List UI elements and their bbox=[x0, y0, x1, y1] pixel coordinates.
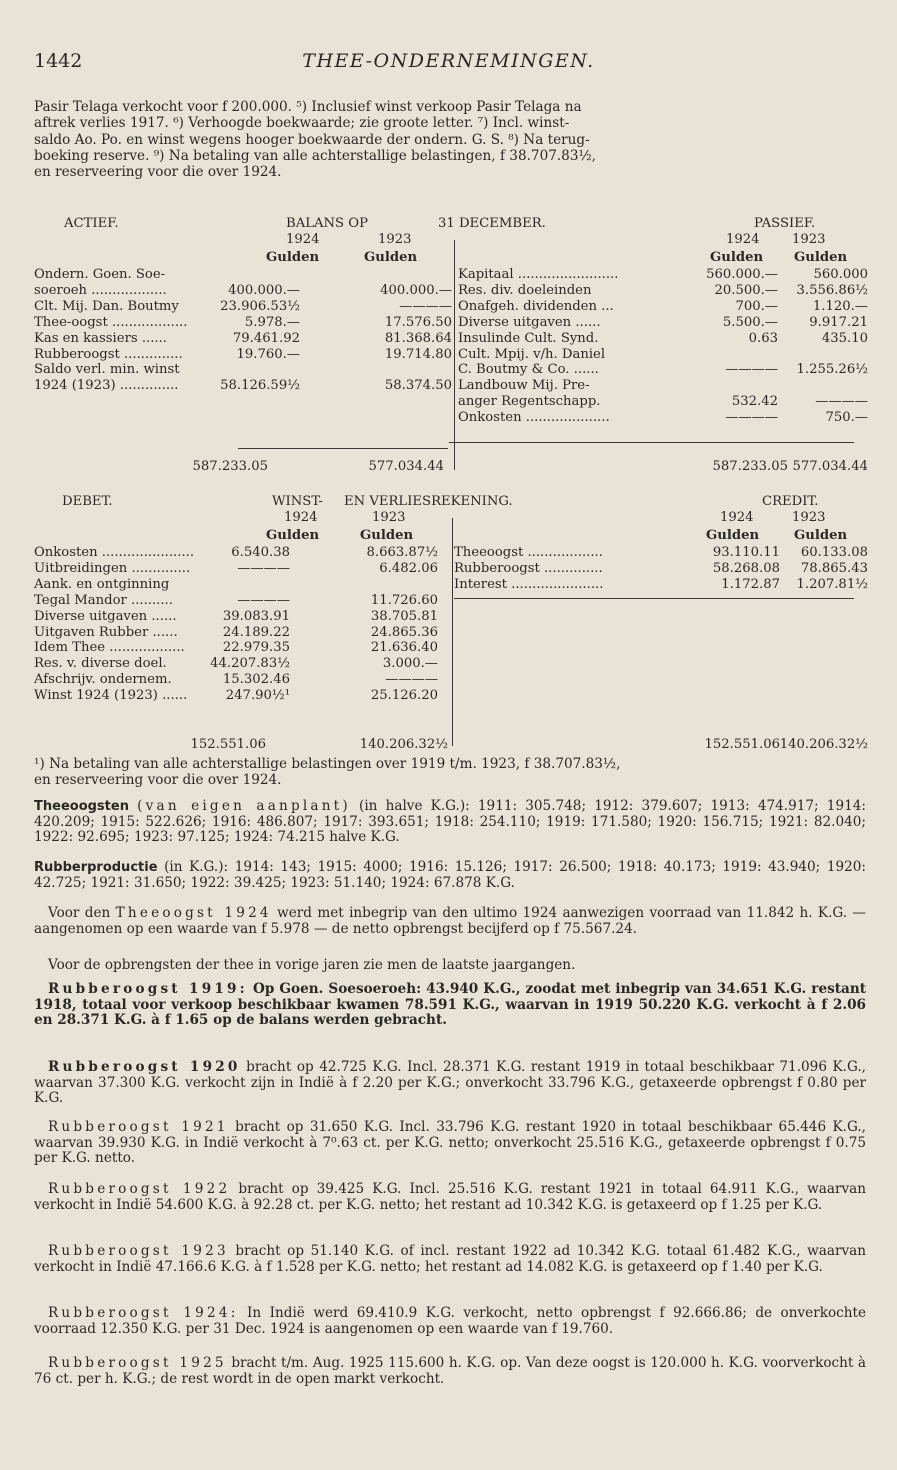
pl-heading-a: WINST- bbox=[272, 494, 323, 509]
pl-heading bbox=[34, 494, 868, 510]
credit-label: Rubberoogst .............. bbox=[454, 560, 603, 576]
passief-row bbox=[34, 362, 868, 378]
debet-value-1923: 25.126.20 bbox=[370, 688, 438, 704]
paragraph-text: bracht op 42.725 K.G. Incl. 28.371 K.G. restant 1919 in totaal beschikbaar 71.096 K.G., waarvan 37.300 K.G. verkocht zijn in Indië à f 2.20 per K.G.; onverkocht 33.796 K.G., getaxeerde opbrengst f 0.80 per K.G. bbox=[34, 1059, 867, 1107]
actief-value-1923: 81.368.64 bbox=[384, 330, 452, 346]
passief-label: Onkosten .................... bbox=[458, 410, 610, 426]
total-actief-1923: 577.034.44 bbox=[368, 459, 444, 474]
passief-row bbox=[34, 315, 868, 331]
paragraph-rubberoogst-1921 bbox=[34, 1120, 866, 1167]
debet-value-1923: 8.663.87½ bbox=[366, 545, 438, 560]
pl-footnote bbox=[34, 757, 866, 788]
passief-value-1924: 532.42 bbox=[731, 394, 778, 410]
actief-value-1923: 58.374.50 bbox=[384, 378, 452, 394]
paragraph-rubberoogst-1922 bbox=[34, 1182, 866, 1213]
passief-row bbox=[34, 299, 868, 315]
actief-label: Ondern. Goen. Soe- bbox=[34, 267, 166, 282]
paragraph-text: bracht op 39.425 K.G. Incl. 25.516 K.G. restant 1921 in totaal 64.911 K.G., waarvan verkocht in Indië 54.600 K.G. à 92.28 ct. per K.G. netto; het restant ad 10.342 K.G. is getaxeerd op f 1.25 per K.G. bbox=[34, 1181, 867, 1213]
passief-row bbox=[34, 347, 868, 363]
footnote-line: Pasir Telaga verkocht voor f 200.000. ⁵) Inclusief winst verkoop Pasir Telaga na bbox=[34, 99, 582, 115]
passief-label: Kapitaal ........................ bbox=[458, 267, 619, 282]
paragraph-rubberoogst-1923 bbox=[34, 1244, 866, 1275]
debet-value-1924: 15.302.46 bbox=[222, 672, 290, 688]
pl-totals bbox=[34, 737, 868, 753]
paragraph-text: Op Goen. Soesoeroeh: 43.940 K.G., zoodat met inbegrip van 34.651 K.G. restant 1918, totaal voor verkoop beschikbaar kwamen 78.591 K.G., waarvan in 1919 50.220 K.G. verkocht à f 2.06 en 28.371 K.G. à f 1.65 op de balans werden gebracht. bbox=[34, 981, 866, 1029]
debet-value-1924: ———— bbox=[237, 560, 290, 576]
credit-value-1923: 1.207.81½ bbox=[796, 576, 868, 592]
debet-value-1923: 21.636.40 bbox=[370, 640, 438, 656]
actief-label: 1924 (1923) .............. bbox=[34, 378, 179, 394]
passief-value-1923: 750.— bbox=[825, 410, 868, 426]
year-1924: 1924 bbox=[720, 510, 754, 525]
unit-label: Gulden bbox=[706, 528, 760, 543]
debet-row bbox=[34, 640, 868, 656]
year-1923: 1923 bbox=[792, 232, 826, 247]
total-actief-1924: 587.233.05 bbox=[192, 459, 268, 474]
passief-value-1923: 435.10 bbox=[821, 330, 868, 346]
spaced-phrase: Rubberoogst 1924: bbox=[48, 1305, 239, 1321]
actief-value-1924: 19.760.— bbox=[236, 346, 300, 362]
paragraph-text: In Indië werd 69.410.9 K.G. verkocht, netto opbrengst f 92.666.86; de onverkochte voorraad 12.350 K.G. per 31 Dec. 1924 is aangenomen op een waarde van f 19.760. bbox=[34, 1305, 867, 1337]
passief-value-1924: ———— bbox=[725, 410, 778, 426]
credit-value-1924: 1.172.87 bbox=[721, 576, 780, 592]
debet-value-1924: 44.207.83½ bbox=[210, 656, 290, 672]
total-credit-1924: 152.551.06 bbox=[704, 737, 780, 752]
passief-label: Onafgeh. dividenden ... bbox=[458, 298, 614, 314]
paragraph-text: bracht op 51.140 K.G. of incl. restant 1922 ad 10.342 K.G. totaal 61.482 K.G., waarvan verkocht in Indië 47.166.6 K.G. à f 1.528 per K.G. netto; het restant ad 14.082 K.G. is getaxeerd op f 1.40 per K.G. bbox=[34, 1243, 867, 1275]
passief-heading: PASSIEF. bbox=[754, 216, 816, 231]
footnote-line: aftrek verlies 1917. ⁶) Verhoogde boekwaarde; zie groote letter. ⁷) Incl. winst- bbox=[34, 115, 570, 132]
paragraph-text: (in K.G.): 1914: 143; 1915: 4000; 1916: 15.126; 1917: 26.500; 1918: 40.173; 1919: 43.940; 1920: 42.725; 1921: 31.650; 1922: 39.425; 1923: 51.140; 1924: 67.878 K.G. bbox=[34, 859, 866, 891]
total-debet-1923: 140.206.32½ bbox=[359, 737, 448, 752]
year-1923: 1923 bbox=[378, 232, 412, 247]
paragraph-text: Voor den bbox=[48, 905, 111, 921]
actief-value-1924: 58.126.59½ bbox=[220, 378, 300, 394]
passief-value-1923: 1.120.— bbox=[812, 298, 868, 314]
debet-value-1924: 22.979.35 bbox=[222, 640, 290, 656]
total-passief-1923: 577.034.44 bbox=[792, 459, 868, 474]
balance-years bbox=[34, 232, 868, 248]
passief-label: Cult. Mpij. v/h. Daniel bbox=[458, 346, 606, 362]
passief-label: anger Regentschapp. bbox=[458, 394, 601, 410]
balance-sheet bbox=[34, 216, 868, 481]
debet-value-1924: ———— bbox=[237, 592, 290, 608]
debet-label: Uitgaven Rubber ...... bbox=[34, 624, 178, 640]
pl-years bbox=[34, 510, 868, 526]
paragraph-text: werd met inbegrip van den ultimo 1924 aanwezigen voorraad van 11.842 h. K.G. — aangenomen op een waarde van f 5.978 — de netto opbrengst becijferd op f 75.567.24. bbox=[34, 905, 867, 937]
unit-label: Gulden bbox=[266, 528, 320, 543]
total-debet-1924: 152.551.06 bbox=[190, 737, 266, 752]
paragraph-rubberoogst-1919 bbox=[34, 982, 866, 1029]
debet-value-1924: 24.189.22 bbox=[222, 624, 290, 640]
footnote-line: ¹) Na betaling van alle achterstallige belastingen over 1919 t/m. 1923, f 38.707.83½, bbox=[34, 756, 621, 772]
actief-heading: ACTIEF. bbox=[64, 216, 119, 231]
actief-value-1923: 19.714.80 bbox=[384, 346, 452, 362]
unit-label: Gulden bbox=[266, 250, 320, 265]
debet-label: Diverse uitgaven ...... bbox=[34, 608, 177, 624]
spaced-phrase: Rubberoogst 1920 bbox=[48, 1059, 241, 1075]
unit-label: Gulden bbox=[794, 528, 848, 543]
credit-label: Interest ...................... bbox=[454, 576, 604, 592]
debet-row bbox=[34, 688, 868, 704]
total-credit-1923: 140.206.32½ bbox=[779, 737, 868, 752]
debet-label: Afschrijv. ondernem. bbox=[34, 672, 172, 688]
paragraph-text: bracht op 31.650 K.G. Incl. 33.796 K.G. restant 1920 in totaal beschikbaar 65.446 K.G., waarvan 39.930 K.G. in Indië verkocht à 7⁰.63 ct. per K.G. netto; onverkocht 25.516 K.G., getaxeerde opbrengst f 0.75 per K.G. netto. bbox=[34, 1119, 867, 1167]
credit-value-1923: 60.133.08 bbox=[800, 545, 868, 560]
passief-value-1924: 20.500.— bbox=[714, 282, 778, 298]
paragraph-rubberoogst-1924 bbox=[34, 1306, 866, 1337]
credit-heading: CREDIT. bbox=[762, 494, 819, 509]
paragraph-theeoogsten bbox=[34, 799, 866, 846]
passief-value-1923: 3.556.86½ bbox=[796, 282, 868, 298]
passief-row bbox=[34, 378, 868, 394]
debet-value-1924: 247.90½¹ bbox=[225, 688, 290, 704]
section-heading: Theeoogsten bbox=[34, 799, 129, 814]
paragraph-rubberoogst-1920 bbox=[34, 1060, 866, 1107]
unit-label: Gulden bbox=[360, 528, 414, 543]
year-1924: 1924 bbox=[726, 232, 760, 247]
total-passief-1924: 587.233.05 bbox=[712, 459, 788, 474]
actief-label: Kas en kassiers ...... bbox=[34, 330, 167, 346]
passief-value-1923: 560.000 bbox=[813, 267, 868, 282]
running-title: THEE-ONDERNEMINGEN. bbox=[302, 50, 595, 72]
passief-label: Res. div. doeleinden bbox=[458, 282, 592, 298]
unit-label: Gulden bbox=[794, 250, 848, 265]
actief-value-1924: 400.000.— bbox=[228, 282, 300, 298]
actief-value-1923: 17.576.50 bbox=[384, 314, 452, 330]
debet-label: Res. v. diverse doel. bbox=[34, 656, 167, 672]
passief-label: C. Boutmy & Co. ...... bbox=[458, 362, 599, 378]
spaced-phrase: Rubberoogst 1919: bbox=[48, 981, 248, 997]
debet-value-1923: 38.705.81 bbox=[370, 608, 438, 624]
actief-value-1923: 400.000.— bbox=[380, 282, 452, 298]
year-1923: 1923 bbox=[792, 510, 826, 525]
debet-value-1924: 39.083.91 bbox=[222, 608, 290, 624]
actief-total-rule bbox=[238, 448, 448, 449]
pl-units bbox=[34, 528, 868, 544]
debet-row bbox=[34, 593, 868, 609]
footnote-line: saldo Ao. Po. en winst wegens hooger boekwaarde der ondern. G. S. ⁸) Na terug- bbox=[34, 131, 590, 148]
spaced-phrase: Rubberoogst 1923 bbox=[48, 1243, 229, 1259]
debet-value-1923: 6.482.06 bbox=[379, 560, 438, 576]
year-1924: 1924 bbox=[284, 510, 318, 525]
credit-label: Theeoogst .................. bbox=[454, 545, 603, 560]
actief-value-1924: 79.461.92 bbox=[232, 330, 300, 346]
debet-row bbox=[34, 672, 868, 688]
passief-value-1924: 700.— bbox=[735, 298, 778, 314]
paragraph-rubberproductie bbox=[34, 860, 866, 891]
spaced-phrase: (van eigen aanplant) bbox=[137, 798, 351, 814]
spaced-phrase: Rubberoogst 1922 bbox=[48, 1181, 231, 1197]
passief-value-1923: ———— bbox=[815, 394, 868, 410]
page-number: 1442 bbox=[34, 50, 83, 72]
credit-value-1924: 58.268.08 bbox=[712, 560, 780, 576]
actief-label: Thee-oogst .................. bbox=[34, 314, 188, 330]
balance-heading-a: BALANS OP bbox=[286, 216, 368, 231]
debet-value-1923: 24.865.36 bbox=[370, 624, 438, 640]
debet-row bbox=[34, 656, 868, 672]
spaced-phrase: Rubberoogst 1925 bbox=[48, 1355, 227, 1371]
column-divider bbox=[454, 240, 455, 470]
unit-label: Gulden bbox=[710, 250, 764, 265]
balance-units bbox=[34, 250, 868, 266]
debet-value-1923: 3.000.— bbox=[382, 656, 438, 672]
footnote-line: en reserveering voor die over 1924. bbox=[34, 771, 282, 788]
passief-label: Insulinde Cult. Synd. bbox=[458, 330, 599, 346]
paragraph-text: Voor de opbrengsten der thee in vorige jaren zie men de laatste jaargangen. bbox=[48, 957, 576, 973]
passief-value-1924: 5.500.— bbox=[722, 314, 778, 330]
passief-row bbox=[34, 283, 868, 299]
actief-value-1924: 5.978.— bbox=[244, 314, 300, 330]
year-1924: 1924 bbox=[286, 232, 320, 247]
debet-value-1923: ———— bbox=[385, 672, 438, 688]
passief-value-1924: 560.000.— bbox=[706, 267, 778, 282]
paragraph-text: bracht t/m. Aug. 1925 115.600 h. K.G. op. Van deze oogst is 120.000 h. K.G. voorverkocht à 76 ct. per h. K.G.; de rest wordt in de open markt verkocht. bbox=[34, 1355, 866, 1387]
actief-label: Saldo verl. min. winst bbox=[34, 362, 180, 378]
passief-row bbox=[34, 410, 868, 426]
footnotes-top bbox=[34, 99, 866, 180]
debet-label: Winst 1924 (1923) ...... bbox=[34, 688, 188, 704]
actief-label: Rubberoogst .............. bbox=[34, 346, 183, 362]
passief-value-1924: ———— bbox=[725, 362, 778, 378]
pl-heading-b: EN VERLIESREKENING. bbox=[344, 494, 513, 509]
profit-loss bbox=[34, 494, 868, 764]
passief-value-1923: 1.255.26½ bbox=[796, 362, 868, 378]
credit-row bbox=[34, 561, 868, 577]
debet-value-1923: 11.726.60 bbox=[370, 592, 438, 608]
debet-heading: DEBET. bbox=[62, 494, 113, 509]
passief-row bbox=[34, 331, 868, 347]
debet-label: Uitbreidingen .............. bbox=[34, 560, 191, 576]
credit-row bbox=[34, 577, 868, 593]
balance-heading bbox=[34, 216, 868, 232]
year-1923: 1923 bbox=[372, 510, 406, 525]
balance-totals bbox=[34, 459, 868, 475]
passief-value-1923: 9.917.21 bbox=[809, 314, 868, 330]
debet-value-1924: 6.540.38 bbox=[231, 545, 290, 560]
footnote-line: boeking reserve. ⁹) Na betaling van alle achterstallige belastingen, f 38.707.83½, bbox=[34, 147, 596, 164]
unit-label: Gulden bbox=[364, 250, 418, 265]
debet-label: Aank. en ontginning bbox=[34, 576, 170, 592]
actief-value-1924: 23.906.53½ bbox=[220, 298, 300, 314]
paragraph-rubberoogst-1925 bbox=[34, 1356, 866, 1387]
debet-row bbox=[34, 625, 868, 641]
actief-label: Clt. Mij. Dan. Boutmy bbox=[34, 298, 179, 314]
debet-label: Tegal Mandor .......... bbox=[34, 592, 173, 608]
spaced-phrase: Rubberoogst 1921 bbox=[48, 1119, 229, 1135]
balance-heading-b: 31 DECEMBER. bbox=[438, 216, 546, 231]
passief-row bbox=[34, 267, 868, 283]
passief-label: Landbouw Mij. Pre- bbox=[458, 378, 590, 394]
passief-row bbox=[34, 394, 868, 410]
credit-underline bbox=[454, 598, 854, 599]
section-heading: Rubberproductie bbox=[34, 860, 158, 875]
paragraph-vorige-jaren bbox=[34, 958, 866, 974]
paragraph-text: (in halve K.G.): 1911: 305.748; 1912: 379.607; 1913: 474.917; 1914: 420.209; 1915: 522.626; 1916: 486.807; 1917: 393.651; 1918: 254.110; 1919: 171.580; 1920: 156.715; 1921: 82.040; 1922: 92.695; 1923: 97.125; 1924: 74.215 halve K.G. bbox=[34, 798, 866, 846]
paragraph-theeoogst-1924 bbox=[34, 906, 866, 937]
debet-label: Onkosten ...................... bbox=[34, 545, 195, 560]
debet-row bbox=[34, 609, 868, 625]
running-header bbox=[34, 50, 863, 78]
passief-underline bbox=[449, 442, 854, 443]
footnote-line: en reserveering voor die over 1924. bbox=[34, 164, 282, 181]
actief-value-1923: ———— bbox=[399, 298, 452, 314]
passief-label: Diverse uitgaven ...... bbox=[458, 314, 601, 330]
spaced-phrase: Theeoogst 1924 bbox=[115, 905, 272, 921]
passief-value-1924: 0.63 bbox=[748, 330, 778, 346]
column-divider bbox=[452, 518, 453, 746]
credit-row bbox=[34, 545, 868, 561]
credit-value-1924: 93.110.11 bbox=[712, 545, 780, 560]
credit-value-1923: 78.865.43 bbox=[800, 560, 868, 576]
debet-label: Idem Thee .................. bbox=[34, 640, 185, 656]
actief-label: soeroeh .................. bbox=[34, 282, 167, 298]
